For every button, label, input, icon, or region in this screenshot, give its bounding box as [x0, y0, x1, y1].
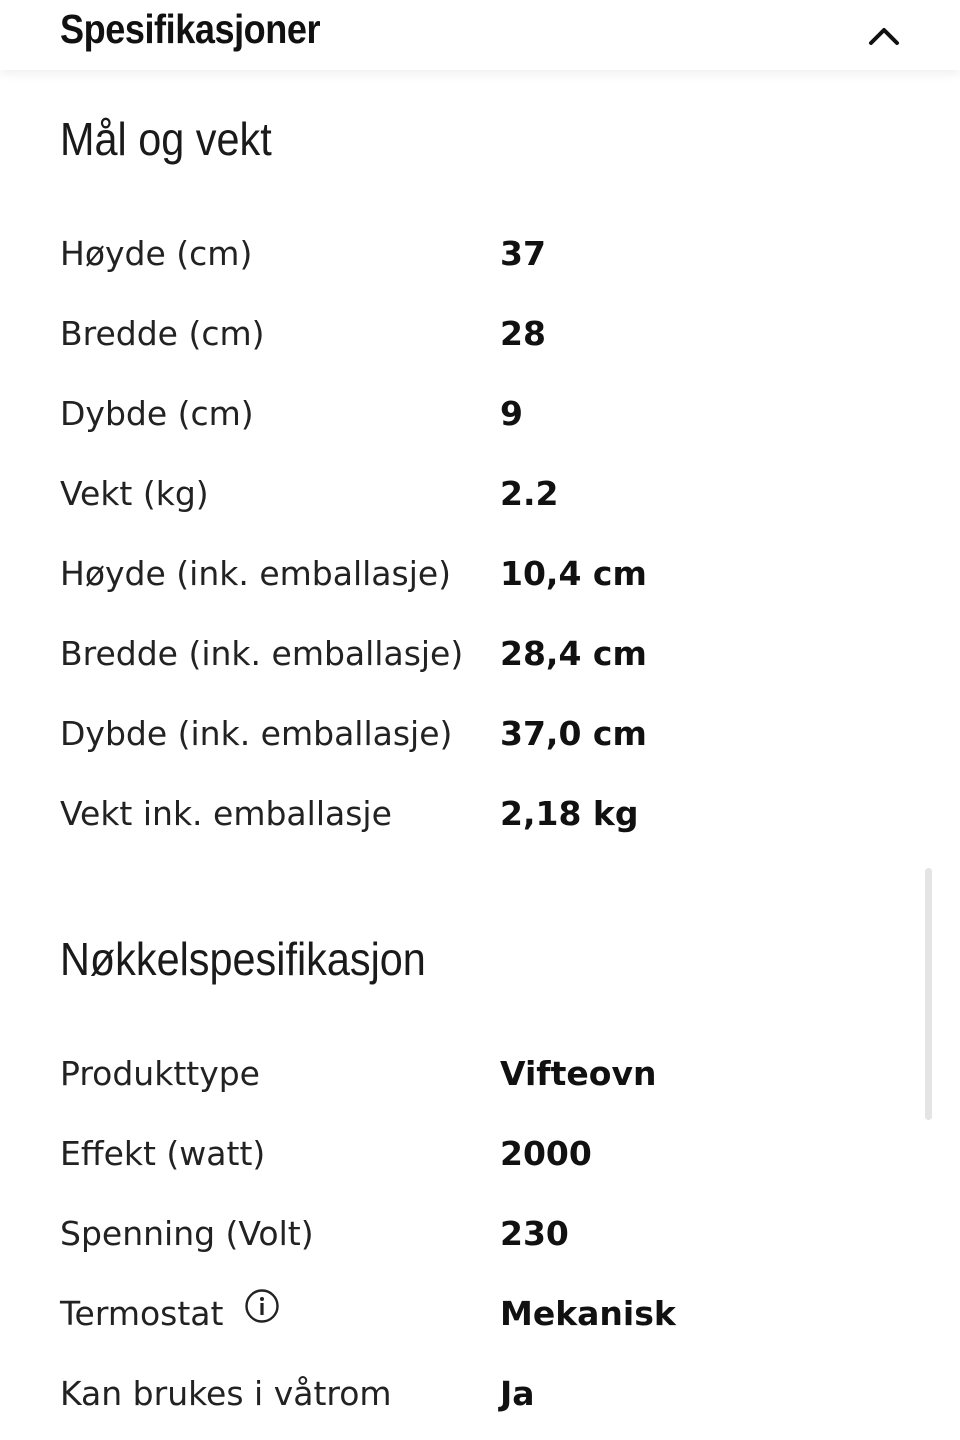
- spec-row-wet-room: [0, 1354, 900, 1434]
- scrollbar[interactable]: [925, 868, 932, 1120]
- specs-header[interactable]: [0, 0, 960, 70]
- spec-label: Kan brukes i våtrom: [60, 1374, 392, 1413]
- group-heading-key-specs: Nøkkelspesifikasjon: [60, 933, 426, 985]
- spec-label: Dybde (cm): [60, 394, 254, 433]
- spec-label: Bredde (ink. emballasje): [60, 634, 464, 673]
- spec-value: Vifteovn: [500, 1054, 657, 1093]
- spec-row-power: [0, 1114, 900, 1194]
- spec-value: Ja: [500, 1374, 535, 1413]
- group-heading-dimensions: Mål og vekt: [60, 113, 272, 165]
- chevron-up-icon: [867, 25, 901, 47]
- spec-row-weight-packaged: [0, 774, 900, 854]
- spec-value: 9: [500, 394, 523, 433]
- spec-value: 2,18 kg: [500, 794, 639, 833]
- spec-value: 2000: [500, 1134, 592, 1173]
- spec-row-depth-packaged: [0, 694, 900, 774]
- spec-value: 37,0 cm: [500, 714, 647, 753]
- spec-row-voltage: [0, 1194, 900, 1274]
- spec-row-thermostat: [0, 1274, 900, 1354]
- spec-row-depth: [0, 374, 900, 454]
- spec-label: Dybde (ink. emballasje): [60, 714, 453, 753]
- spec-label: Spenning (Volt): [60, 1214, 314, 1253]
- spec-row-weight: [0, 454, 900, 534]
- spec-label: Høyde (ink. emballasje): [60, 554, 452, 593]
- spec-row-width: [0, 294, 900, 374]
- spec-label: Produkttype: [60, 1054, 260, 1093]
- spec-label: Effekt (watt): [60, 1134, 266, 1173]
- spec-value: 2.2: [500, 474, 559, 513]
- spec-label: Termostat: [60, 1294, 224, 1333]
- spec-label: Høyde (cm): [60, 234, 253, 273]
- spec-label: Bredde (cm): [60, 314, 265, 353]
- spec-value: 28,4 cm: [500, 634, 647, 673]
- spec-label: Vekt ink. emballasje: [60, 794, 392, 833]
- spec-row-height-packaged: [0, 534, 900, 614]
- spec-value: 10,4 cm: [500, 554, 647, 593]
- spec-value: 28: [500, 314, 546, 353]
- section-title: Spesifikasjoner: [60, 6, 321, 52]
- spec-value: Mekanisk: [500, 1294, 676, 1333]
- spec-label: Vekt (kg): [60, 474, 209, 513]
- spec-row-product-type: [0, 1034, 900, 1114]
- spec-value: 37: [500, 234, 546, 273]
- collapse-button[interactable]: [860, 12, 908, 60]
- spec-value: 230: [500, 1214, 569, 1253]
- spec-row-height: [0, 214, 900, 294]
- info-icon[interactable]: [244, 1273, 280, 1353]
- spec-row-width-packaged: [0, 614, 900, 694]
- spec-label-with-icon: [60, 1274, 280, 1354]
